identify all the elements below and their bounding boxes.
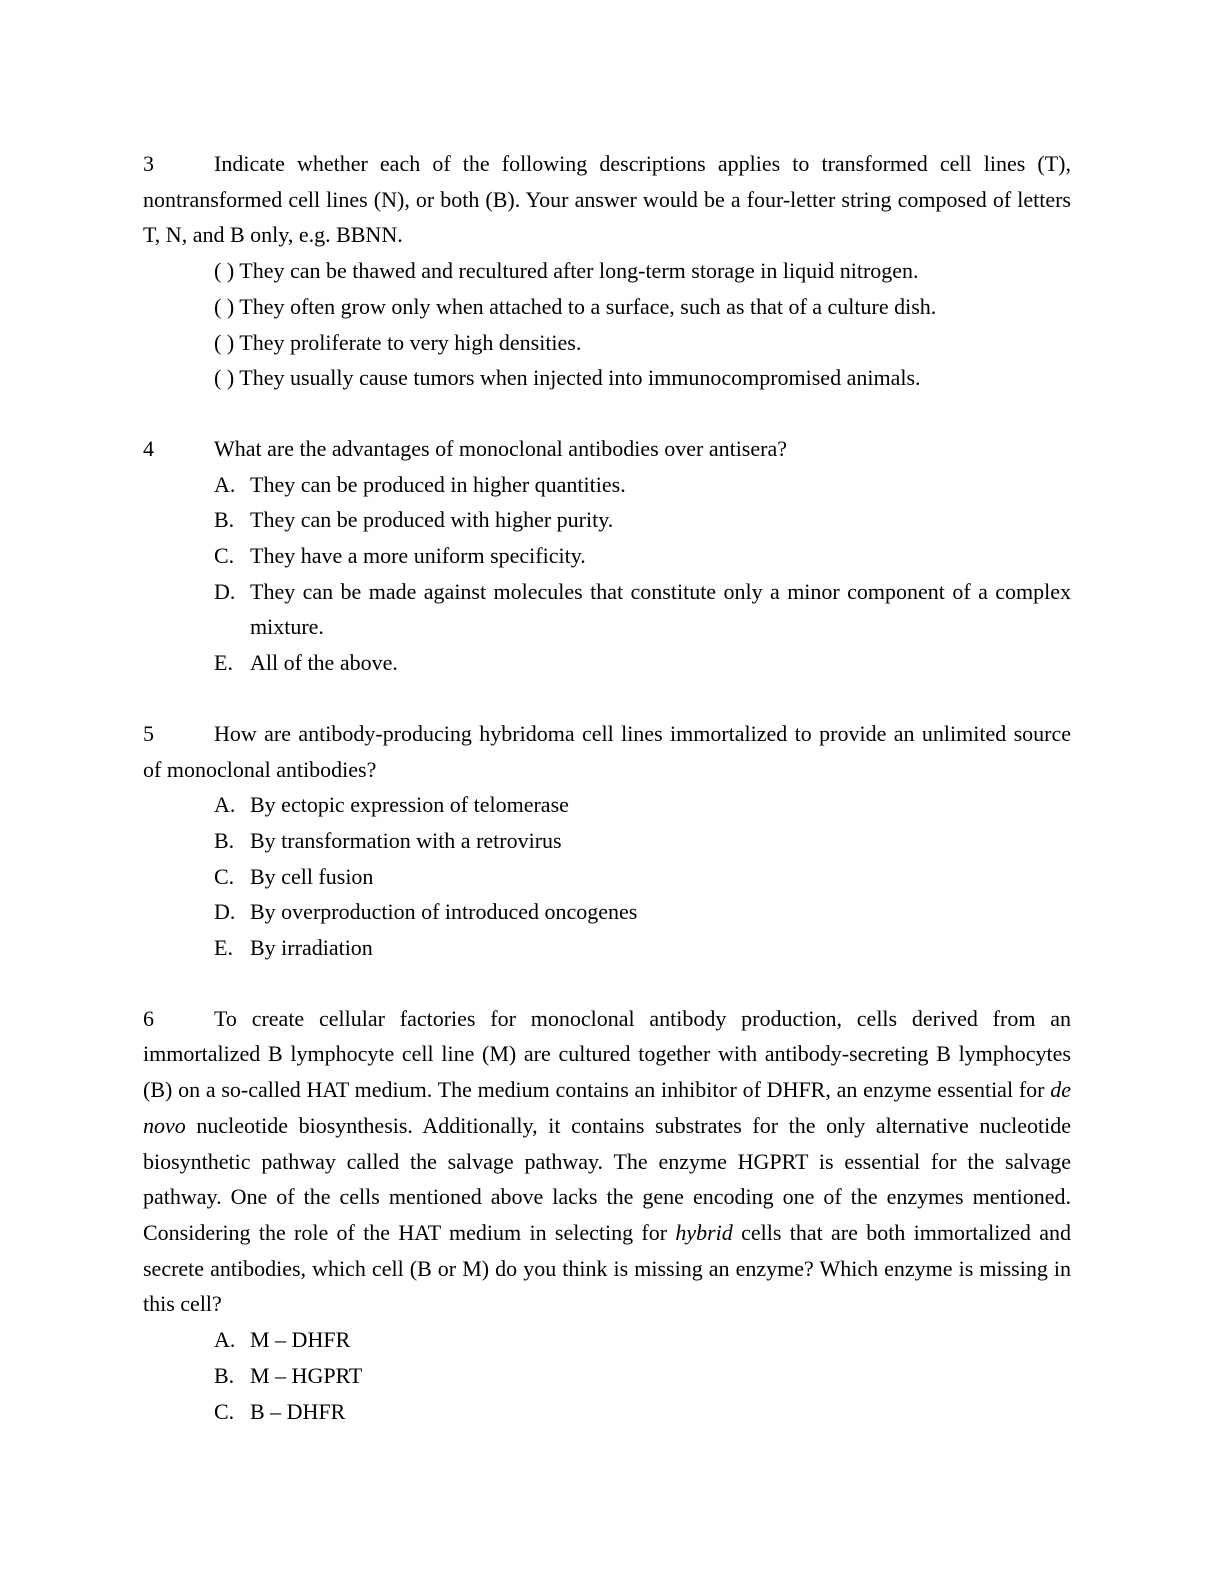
statement-item: ( ) They often grow only when attached to a surface, such as that of a culture dish. (214, 293, 937, 319)
option-letter: C. (214, 863, 235, 889)
option-letter: A. (214, 792, 236, 818)
option-text: By ectopic expression of telomerase (250, 792, 569, 818)
answer-option-b (214, 1358, 1071, 1394)
option-text: By transformation with a retrovirus (250, 827, 562, 853)
question-text-part1: To create cellular factories for monoclonal antibody production, cells derived from an immortalized B lymphocyte cell line (M) are cultured together with antibody-secreting B lymphocytes (B) on a so-called HAT medium. The medium contains an inhibitor of DHFR, an enzyme essential for (143, 1005, 1071, 1103)
option-letter: B. (214, 507, 235, 533)
answer-option-a (214, 1322, 1071, 1358)
option-text: B – DHFR (250, 1398, 346, 1424)
question-text-part3: cells that are both immortalized and secrete antibodies, which cell (B or M) do you think is missing an enzyme? Which enzyme is missing in this cell? (143, 1219, 1071, 1317)
answer-option-c (214, 1394, 1071, 1430)
answer-option-a (214, 787, 1071, 823)
option-text: M – DHFR (250, 1327, 351, 1353)
option-text: By cell fusion (250, 863, 374, 889)
answer-option-b (214, 823, 1071, 859)
statement-item: ( ) They can be thawed and recultured after long-term storage in liquid nitrogen. (214, 258, 919, 284)
question-5 (143, 716, 1071, 966)
statement-list (214, 253, 1071, 396)
option-text: By irradiation (250, 935, 373, 961)
question-text-italic-hybrid: hybrid (675, 1219, 733, 1245)
option-text: They can be produced in higher quantities. (250, 471, 626, 497)
question-text-italic-de-novo: de novo (143, 1077, 1071, 1138)
statement-item: ( ) They usually cause tumors when injected into immunocompromised animals. (214, 365, 921, 391)
option-letter: E. (214, 935, 233, 961)
statement-item: ( ) They proliferate to very high densities. (214, 329, 582, 355)
question-6 (143, 1001, 1071, 1429)
question-text: What are the advantages of monoclonal antibodies over antisera? (214, 435, 787, 461)
question-stem (143, 716, 1071, 787)
answer-option-a (214, 467, 1071, 503)
question-number: 6 (143, 1005, 154, 1031)
answer-option-e (214, 930, 1071, 966)
answer-option-e (214, 645, 1071, 681)
answer-options (214, 1322, 1071, 1429)
option-text: By overproduction of introduced oncogenes (250, 899, 638, 925)
option-letter: C. (214, 1398, 235, 1424)
answer-option-d (214, 574, 1071, 645)
question-stem (143, 146, 1071, 253)
answer-option-b (214, 502, 1071, 538)
option-text: M – HGPRT (250, 1362, 363, 1388)
question-number: 3 (143, 151, 154, 176)
question-text: Indicate whether each of the following descriptions applies to transformed cell lines (T), nontransformed cell lines (N), or both (B). Your answer would be a four-letter string composed of letters T, N, and B only, e.g. BBNN. (143, 151, 1071, 248)
option-letter: A. (214, 471, 236, 497)
answer-option-d (214, 894, 1071, 930)
question-number: 4 (143, 435, 154, 461)
option-text: They can be produced with higher purity. (250, 507, 614, 533)
option-letter: A. (214, 1327, 236, 1353)
option-text: All of the above. (250, 650, 398, 676)
document-page (143, 146, 1071, 1464)
answer-option-c (214, 859, 1071, 895)
option-letter: C. (214, 543, 235, 569)
question-stem (143, 431, 1071, 467)
answer-option-c (214, 538, 1071, 574)
option-letter: E. (214, 650, 233, 676)
option-text: They have a more uniform specificity. (250, 543, 586, 569)
question-3 (143, 146, 1071, 396)
option-letter: B. (214, 1362, 235, 1388)
option-text: They can be made against molecules that constitute only a minor component of a complex mixture. (250, 578, 1071, 640)
answer-options (214, 467, 1071, 681)
option-letter: D. (214, 899, 236, 925)
answer-options (214, 787, 1071, 966)
question-text: How are antibody-producing hybridoma cell lines immortalized to provide an unlimited source of monoclonal antibodies? (143, 720, 1071, 782)
question-stem (143, 1001, 1071, 1322)
option-letter: D. (214, 578, 236, 604)
question-number: 5 (143, 720, 154, 746)
question-4 (143, 431, 1071, 681)
question-text-part2: nucleotide biosynthesis. Additionally, it contains substrates for the only alternative nucleotide biosynthetic pathway called the salvage pathway. The enzyme HGPRT is essential for the salvage pathway. One of the cells mentioned above lacks the gene encoding one of the enzymes mentioned. Considering the role of the HAT medium in selecting for (143, 1112, 1071, 1245)
option-letter: B. (214, 827, 235, 853)
